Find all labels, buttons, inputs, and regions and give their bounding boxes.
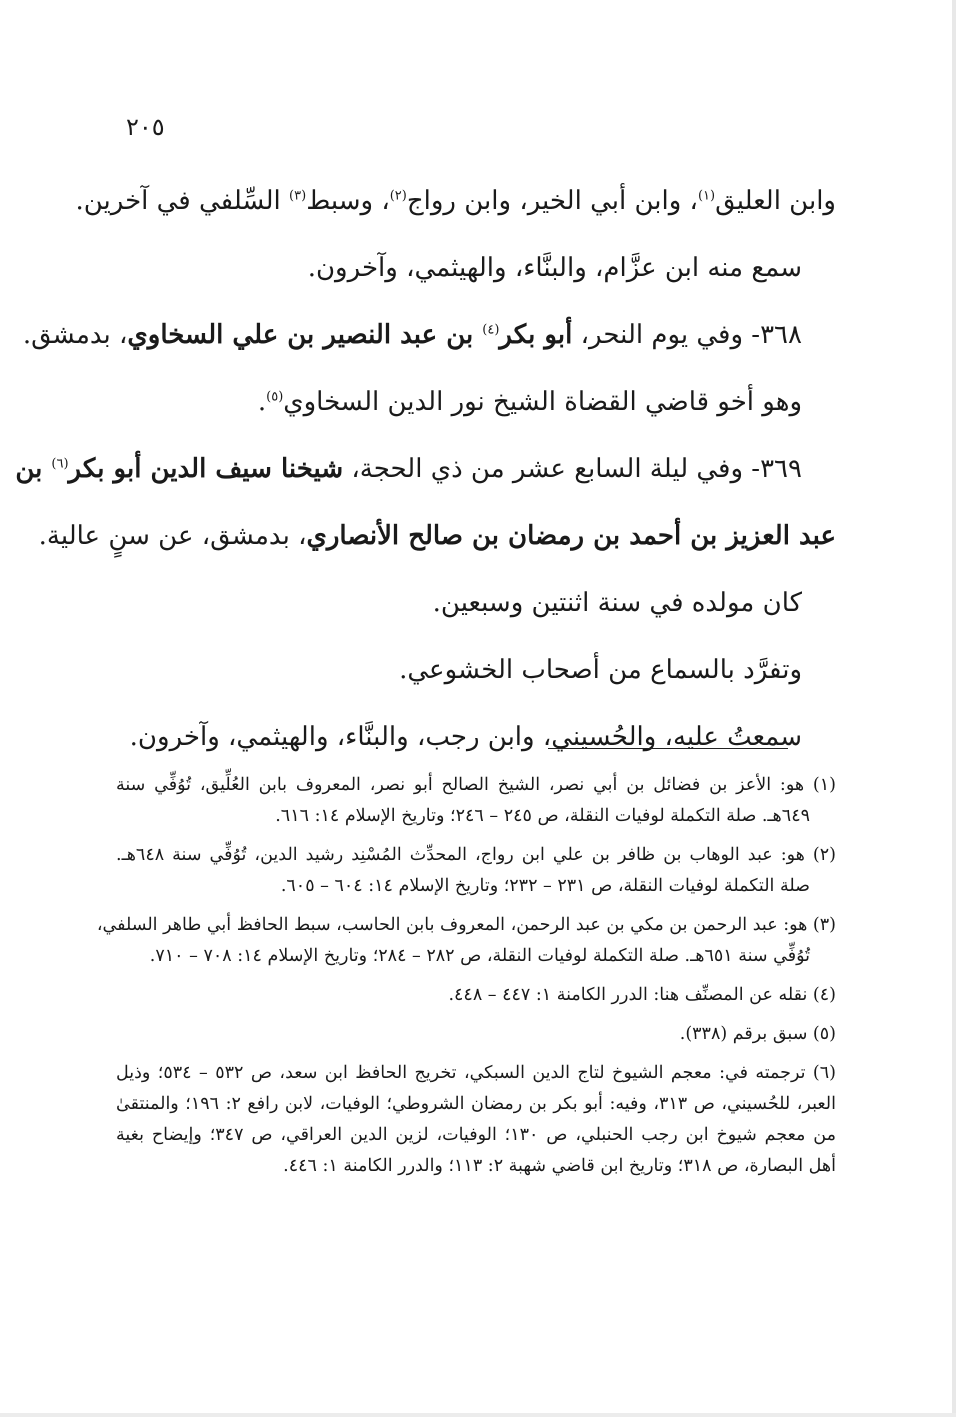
- text-line-2: سمع منه ابن عزَّام، والبنَّاء، والهيثمي، وآخرون.: [307, 253, 802, 283]
- footnotes: [96, 770, 836, 1190]
- text-line-7: كان مولده في سنة اثنتين وسبعين.: [432, 588, 802, 618]
- footnote-3: [96, 910, 836, 972]
- footnote-ref: (٢): [389, 188, 407, 204]
- person-name: بن: [15, 454, 52, 484]
- footnote-2: [116, 840, 836, 902]
- footnote-line: أهل البصارة، ص ٣١٨؛ وتاريخ ابن قاضي شهبة ٢: ١١٣؛ والدرر الكامنة ١: ٤٤٦.: [283, 1156, 836, 1176]
- footnote-line: العبر، للحُسيني، ص ٣١٣، وفيه: أبو بكر بن رمضان الشروطي؛ الوفيات، لابن رافع ٢: ١٩٦؛ والمنتقىٰ: [116, 1094, 836, 1114]
- text-run: وهو أخو قاضي القضاة الشيخ نور الدين السخاوي: [283, 387, 802, 417]
- text-line-4: [116, 377, 836, 444]
- footnote-line: (٤) نقله عن المصنِّف هنا: الدرر الكامنة ١: ٤٤٧ – ٤٤٨.: [448, 985, 836, 1005]
- footnote-ref: (٦): [51, 456, 69, 472]
- footnote-ref: (٤): [482, 322, 500, 338]
- person-name: أبو بكر: [499, 320, 573, 350]
- text-run: ، وسبط: [306, 186, 390, 216]
- text-run: وابن العليق: [715, 186, 836, 216]
- footnote-ref: (١): [697, 188, 716, 204]
- text-line-9: سمعتُ عليه، والحُسيني، وابن رجب، والبنَّاء، والهيثمي، وآخرون.: [129, 722, 802, 752]
- footnote-line: (٢) هو: عبد الوهاب بن ظافر بن علي ابن رواج، المحدِّث المُسْنِد رشيد الدين، تُوُفِّي سنة ٦٤٨هـ.: [116, 845, 836, 865]
- footnote-line: من معجم شيوخ ابن رجب الحنبلي، ص ١٣٠؛ الوفيات، لزين الدين العراقي، ص ٣٤٧؛ وإيضاح بغية: [116, 1125, 836, 1145]
- text-line-1: [75, 176, 836, 243]
- footnote-line: (٥) سبق برقم (٣٣٨).: [679, 1024, 836, 1044]
- page-edge-shadow: [952, 0, 956, 1417]
- footnote-line: (١) هو: الأعز بن فضائل بن أبي نصر، الشيخ الصالح أبو نصر، المعروف بابن العُلِّيق، تُوُفِّي سنة: [116, 775, 836, 795]
- person-name: عبد العزيز بن أحمد بن رمضان بن صالح الأنصاري: [306, 521, 836, 551]
- text-line-6: [38, 511, 836, 578]
- entry-368-line: [22, 310, 836, 377]
- footnote-line: (٣) هو: عبد الرحمن بن مكي بن عبد الرحمن، المعروف بابن الحاسب، سبط الحافظ أبي طاهر السلفي،: [96, 915, 836, 935]
- footnote-line: ٦٤٩هـ. صلة التكملة لوفيات النقلة، ص ٢٤٥ – ٢٤٦؛ وتاريخ الإسلام ١٤: ٦١٦.: [275, 806, 810, 826]
- person-name: بن عبد النصير بن علي السخاوي: [127, 320, 483, 350]
- page-edge-shadow: [0, 1413, 956, 1417]
- text-run: ، بدمشق.: [22, 320, 128, 350]
- text-run: ٣٦٩- وفي ليلة السابع عشر من ذي الحجة،: [343, 454, 802, 484]
- footnote-ref: (٣): [289, 188, 307, 204]
- footnote-1: [116, 770, 836, 832]
- main-text: [15, 176, 836, 779]
- entry-369-line: [15, 444, 836, 511]
- footnote-6: [116, 1058, 836, 1182]
- text-run: السِّلفي في آخرين.: [75, 186, 290, 216]
- footnote-ref: (٥): [266, 389, 284, 405]
- footnote-line: تُوُفِّي سنة ٦٥١هـ. صلة التكملة لوفيات النقلة، ص ٢٨٢ – ٢٨٤؛ وتاريخ الإسلام ١٤: ٧٠٨ – ٧١٠.: [149, 946, 810, 966]
- text-line-8: وتفرَّد بالسماع من أصحاب الخشوعي.: [399, 655, 802, 685]
- text-run: ، بدمشق، عن سنٍ عالية.: [38, 521, 307, 551]
- text-run: .: [257, 387, 267, 417]
- footnote-divider: [548, 748, 788, 749]
- person-name: شيخنا سيف الدين أبو بكر: [68, 454, 344, 484]
- footnote-5: [116, 1019, 836, 1050]
- footnote-line: صلة التكملة لوفيات النقلة، ص ٢٣١ – ٢٣٢؛ وتاريخ الإسلام ١٤: ٦٠٤ – ٦٠٥.: [280, 876, 810, 896]
- text-run: ، وابن أبي الخير، وابن رواج: [406, 186, 698, 216]
- page-number: ٢٠٥: [126, 113, 165, 141]
- footnote-line: (٦) ترجمته في: معجم الشيوخ لتاج الدين السبكي، تخريج الحافظ ابن سعد، ص ٥٣٢ – ٥٣٤؛ وذيل: [116, 1063, 836, 1083]
- text-run: ٣٦٨- وفي يوم النحر،: [572, 320, 802, 350]
- footnote-4: [116, 980, 836, 1011]
